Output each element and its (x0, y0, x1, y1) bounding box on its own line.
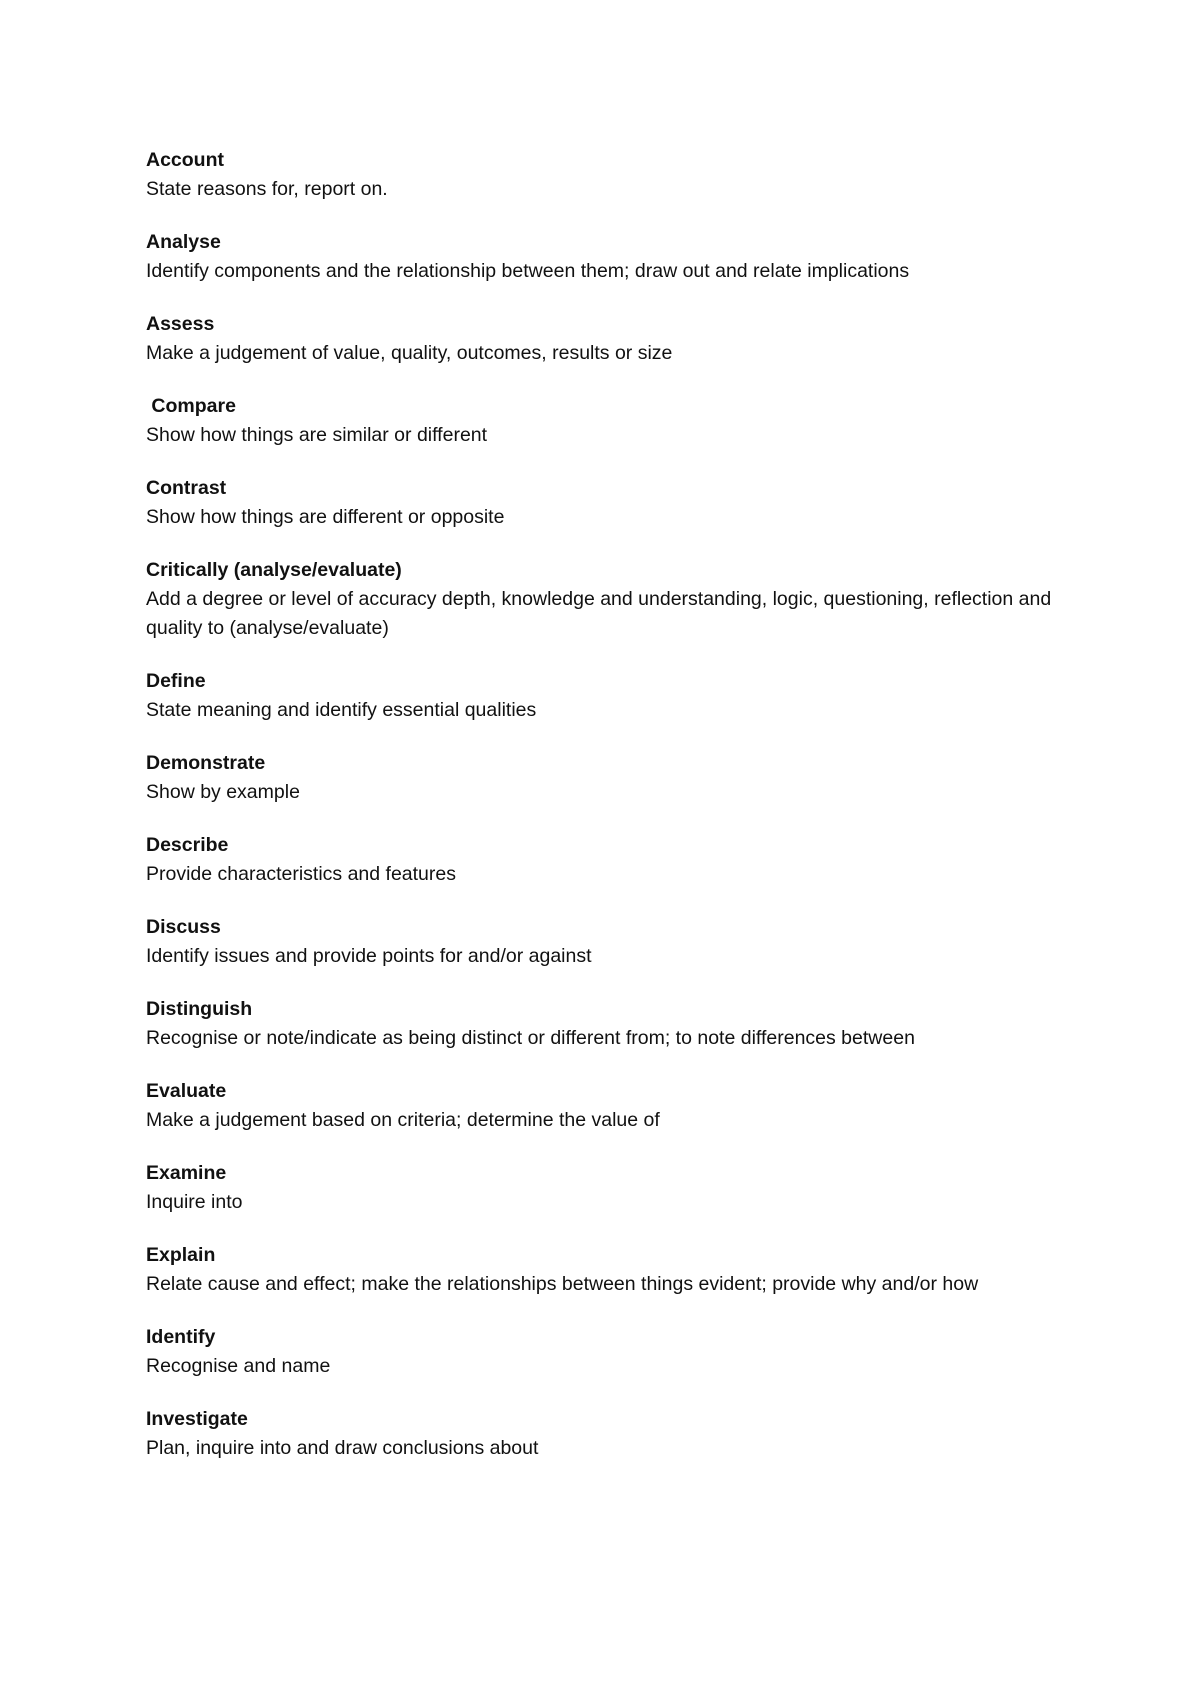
glossary-definition: Identify issues and provide points for and/or against (146, 945, 592, 967)
glossary-term: Contrast (146, 477, 227, 499)
glossary-entry-analyse (146, 228, 1066, 286)
glossary-entry-compare (146, 392, 1066, 450)
glossary-term: Describe (146, 834, 229, 856)
glossary-entry-evaluate (146, 1077, 1066, 1135)
glossary-term: Demonstrate (146, 752, 266, 774)
glossary-term: Identify (146, 1326, 216, 1348)
glossary-definition: Plan, inquire into and draw conclusions about (146, 1437, 539, 1459)
glossary-list (146, 146, 1066, 1487)
glossary-term: Explain (146, 1244, 216, 1266)
glossary-definition: Show how things are similar or different (146, 424, 488, 446)
glossary-definition: Show by example (146, 781, 300, 803)
glossary-term: Investigate (146, 1408, 248, 1430)
glossary-term: Analyse (146, 231, 221, 253)
glossary-term: Compare (146, 395, 236, 417)
glossary-definition: Add a degree or level of accuracy depth, knowledge and understanding, logic, questioning, reflection and quality to (analyse/evaluate) (146, 588, 1052, 639)
glossary-definition: Inquire into (146, 1191, 243, 1213)
glossary-definition: Provide characteristics and features (146, 863, 456, 885)
glossary-term: Account (146, 149, 224, 171)
glossary-entry-identify (146, 1323, 1066, 1381)
glossary-entry-contrast (146, 474, 1066, 532)
glossary-term: Critically (analyse/evaluate) (146, 559, 402, 581)
glossary-term: Discuss (146, 916, 221, 938)
glossary-term: Assess (146, 313, 215, 335)
glossary-entry-distinguish (146, 995, 1066, 1053)
glossary-entry-demonstrate (146, 749, 1066, 807)
glossary-entry-assess (146, 310, 1066, 368)
glossary-entry-explain (146, 1241, 1066, 1299)
glossary-entry-discuss (146, 913, 1066, 971)
glossary-definition: Recognise or note/indicate as being distinct or different from; to note differences between (146, 1027, 915, 1049)
glossary-definition: Relate cause and effect; make the relationships between things evident; provide why and/or how (146, 1273, 979, 1295)
glossary-definition: Show how things are different or opposite (146, 506, 505, 528)
glossary-definition: Recognise and name (146, 1355, 331, 1377)
glossary-term: Examine (146, 1162, 227, 1184)
glossary-term: Distinguish (146, 998, 253, 1020)
glossary-entry-critically (146, 556, 1066, 643)
glossary-entry-define (146, 667, 1066, 725)
glossary-definition: State meaning and identify essential qualities (146, 699, 537, 721)
glossary-term: Evaluate (146, 1080, 227, 1102)
glossary-definition: State reasons for, report on. (146, 178, 388, 200)
glossary-entry-examine (146, 1159, 1066, 1217)
glossary-entry-describe (146, 831, 1066, 889)
glossary-entry-investigate (146, 1405, 1066, 1463)
glossary-entry-account (146, 146, 1066, 204)
glossary-definition: Identify components and the relationship between them; draw out and relate implications (146, 260, 910, 282)
glossary-definition: Make a judgement of value, quality, outcomes, results or size (146, 342, 673, 364)
glossary-definition: Make a judgement based on criteria; determine the value of (146, 1109, 660, 1131)
glossary-term: Define (146, 670, 206, 692)
